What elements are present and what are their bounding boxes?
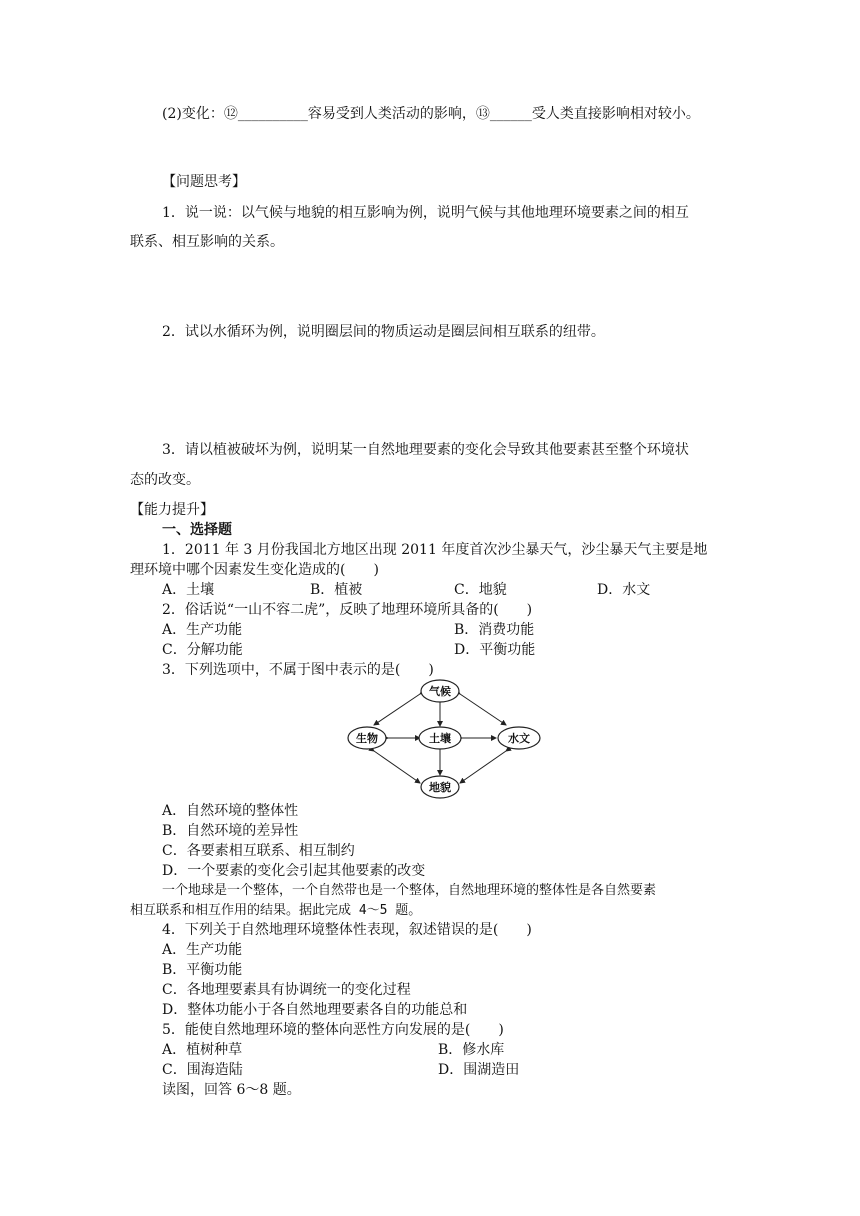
q3-option-d: D．一个要素的变化会引起其他要素的改变 (162, 863, 426, 879)
q1-option-b: B．植被 (310, 582, 363, 598)
arrow-climate-biology (374, 694, 420, 725)
thinking-q2: 2．试以水循环为例，说明圈层间的物质运动是圈层间相互联系的纽带。 (162, 324, 605, 340)
q4-line: 4．下列关于自然地理环境整体性表现，叙述错误的是( ) (162, 922, 532, 938)
q2-option-a: A．生产功能 (162, 622, 243, 638)
passage-line1: 一个地球是一个整体，一个自然带也是一个整体，自然地理环境的整体性是各自然要素 (162, 883, 657, 898)
q4-option-b: B．平衡功能 (162, 962, 243, 978)
thinking-q3-line1: 3．请以植被破坏为例，说明某一自然地理要素的变化会导致其他要素甚至整个环境状 (162, 442, 689, 458)
change-line: (2)变化：⑫__________容易受到人类活动的影响，⑬______受人类直接影响相对较小。 (162, 106, 700, 122)
thinking-q1-line1: 1．说一说：以气候与地貌的相互影响为例，说明气候与其他地理环境要素之间的相互 (162, 205, 689, 221)
section-title: 一、选择题 (162, 522, 232, 538)
q2-option-c: C．分解功能 (162, 642, 243, 658)
arrow-climate-hydrology (460, 694, 506, 725)
thinking-heading: 【问题思考】 (162, 174, 246, 190)
label-landform: 地貌 (429, 781, 451, 794)
label-climate: 气候 (429, 685, 451, 698)
q3-option-c: C．各要素相互联系、相互制约 (162, 843, 355, 859)
q4-option-d: D．整体功能小于各自然地理要素各自的功能总和 (162, 1002, 468, 1018)
q5-option-d: D．围湖造田 (438, 1062, 520, 1078)
q4-option-c: C．各地理要素具有协调统一的变化过程 (162, 982, 411, 998)
q1-option-a: A．土壤 (162, 582, 215, 598)
q5-option-b: B．修水库 (438, 1042, 505, 1058)
thinking-q1-line2: 联系、相互影响的关系。 (130, 234, 284, 250)
ability-heading: 【能力提升】 (130, 502, 214, 518)
q1-line2: 理环境中哪个因素发生变化造成的( ) (130, 562, 379, 578)
q3-option-b: B．自然环境的差异性 (162, 823, 299, 839)
q4-option-a: A．生产功能 (162, 942, 243, 958)
q1-option-d: D．水文 (597, 582, 651, 598)
q1-option-c: C．地貌 (454, 582, 507, 598)
q5-option-c: C．围海造陆 (162, 1062, 243, 1078)
passage-line2: 相互联系和相互作用的结果。据此完成 4～5 题。 (130, 903, 422, 918)
q5-line: 5．能使自然地理环境的整体向恶性方向发展的是( ) (162, 1022, 504, 1038)
element-relationship-diagram (338, 678, 558, 802)
q2-option-b: B．消费功能 (454, 622, 535, 638)
q3-line: 3．下列选项中，不属于图中表示的是( ) (162, 662, 434, 678)
q2-line: 2．俗话说“一山不容二虎”，反映了地理环境所具备的( ) (162, 602, 533, 618)
q2-option-d: D．平衡功能 (454, 642, 536, 658)
label-biology: 生物 (356, 732, 378, 745)
q1-line1: 1．2011 年 3 月份我国北方地区出现 2011 年度首次沙尘暴天气，沙尘暴天气主要是地 (162, 542, 708, 558)
read-map-line: 读图，回答 6～8 题。 (162, 1082, 301, 1098)
thinking-q3-line2: 态的改变。 (130, 472, 200, 488)
q5-option-a: A．植树种草 (162, 1042, 243, 1058)
arrow-biology-landform (374, 751, 420, 783)
label-hydrology: 水文 (508, 732, 530, 745)
arrow-hydrology-landform (460, 751, 506, 783)
q3-option-a: A．自然环境的整体性 (162, 803, 299, 819)
label-soil: 土壤 (429, 732, 451, 745)
